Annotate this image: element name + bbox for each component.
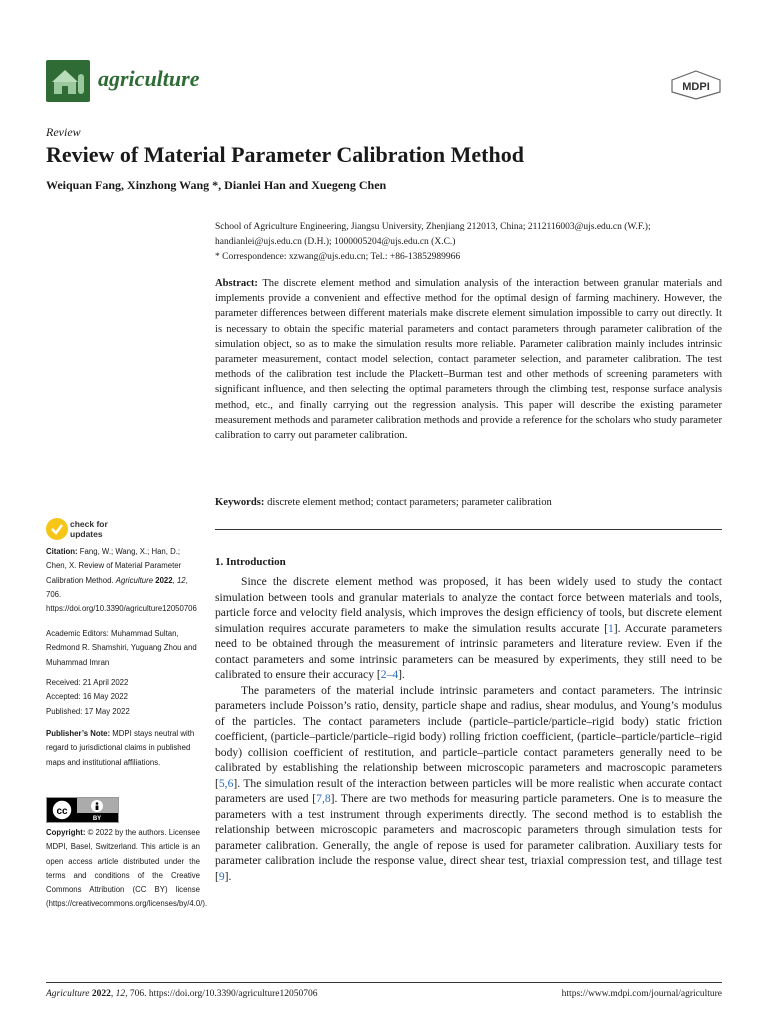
keywords	[215, 495, 722, 510]
journal-header	[46, 60, 722, 104]
copyright-block	[46, 826, 208, 912]
publisher-note	[46, 727, 200, 770]
check-line: check for	[70, 519, 108, 529]
citation-volume: 12	[176, 575, 186, 585]
citation-label: Citation:	[46, 547, 78, 556]
text-run: ]. Accurate parameters need to be obtained through the measurement of intrinsic parameters and literature review. Even if the contact parameters and some intrinsic parameters can be measured by experiments, they still need to be calibrated to ensure their accuracy [	[215, 621, 722, 681]
body-text	[215, 574, 722, 884]
correspondence: * Correspondence: xzwang@ujs.edu.cn; Tel.: +86-13852989966	[215, 252, 461, 262]
abstract-label: Abstract:	[215, 278, 258, 289]
citation-link[interactable]: 9	[218, 869, 225, 883]
cc-by-license-icon[interactable]	[46, 797, 119, 823]
keywords-label: Keywords:	[215, 497, 265, 508]
text-run: ].	[224, 869, 232, 883]
footer-journal: Agriculture	[46, 989, 90, 999]
footer-doi[interactable]: , 706. https://doi.org/10.3390/agriculture12050706	[125, 989, 318, 999]
note-text: MDPI stays neutral with regard to jurisdictional claims in published maps and institutional affiliations.	[46, 729, 195, 767]
affiliation-line: School of Agriculture Engineering, Jiangsu University, Zhenjiang 212013, China; 2112116003@ujs.edu.cn (W.F.);	[215, 222, 651, 232]
citation-link[interactable]: 5,6	[218, 776, 234, 790]
journal-name: agriculture	[98, 66, 200, 91]
section-heading: 1. Introduction	[215, 556, 286, 568]
citation-text: Fang, W.; Wang, X.; Han, D.; Chen, X. Review of Material Parameter Calibration Method.	[46, 547, 182, 585]
note-label: Publisher’s Note:	[46, 729, 111, 738]
academic-editors: Academic Editors: Muhammad Sultan, Redmond R. Shamshiri, Yuguang Zhou and Muhammad Imran	[46, 629, 197, 667]
accepted-date: Accepted: 16 May 2022	[46, 692, 128, 702]
citation-year: 2022	[155, 575, 173, 585]
text-run: ].	[398, 668, 405, 681]
copyright-text: © 2022 by the authors. Licensee MDPI, Basel, Switzerland. This article is an open access article distributed under the terms and conditions of the Creative Commons Attribution (CC BY) license (https://creativecommons.org/licenses/by/4.0/).	[46, 828, 208, 909]
copyright-label: Copyright:	[46, 828, 86, 837]
text-run: Since the discrete element method was proposed, it has been widely used to study the contact simulation between tools and granular materials to analyze the contact force between materials and tools, particle force and velocity field analysis, which improves the design efficiency of tools, but discrete element simulation requires accurate parameters to make the simulation results accurate [	[215, 575, 722, 635]
mdpi-logo	[670, 70, 722, 100]
citation-block: Citation: Fang, W.; Wang, X.; Han, D.; Chen, X. Review of Material Parameter Calibration Method. Agriculture 2022, 12, 706. https://doi.org/10.3390/agriculture12050706	[46, 547, 197, 614]
paragraph	[215, 574, 722, 683]
check-for-updates-label	[70, 519, 108, 539]
received-date: Received: 21 April 2022	[46, 678, 129, 687]
check-line: updates	[70, 529, 103, 539]
checkmark-icon	[46, 518, 68, 540]
abstract-text: The discrete element method and simulation analysis of the interaction between granular materials and implements provide a convenient and effective method for the optimal design of farming machinery. However, the parameter differences between different materials make discrete element simulation impossible to carry out directly. It is necessary to obtain the specific material parameters and contact parameters through parameter calibration of the simulation object, so as to make the simulation results more reliable. Parameter calibration mainly includes intrinsic parameter measurement, contact model selection, contact parameter selection, and parameter calibration. The test methods of the calibration test include the Plackett–Burman test and other methods of screening parameters with significant influence, and then selecting the optimal parameters through the climbing test, response surface analysis method, etc., and finally carrying out the regression analysis. This paper will describe the existing parameter measurement methods and parameter calibration methods and provide a reference for the scholars who study parameter calibration to carry out parameter calibration.	[215, 278, 722, 442]
mdpi-logo-text: MDPI	[682, 81, 710, 93]
author-list: Weiquan Fang, Xinzhong Wang *, Dianlei Han and Xuegeng Chen	[46, 178, 387, 192]
footer-journal-url[interactable]: https://www.mdpi.com/journal/agriculture	[561, 989, 722, 999]
section-divider	[215, 529, 722, 530]
keywords-text: discrete element method; contact parameters; parameter calibration	[267, 497, 552, 508]
text-run: ]. There are two methods for measuring particle parameters. One is to measure the parameters with a test instrument through experiments directly. The second method is to establish the relationship between microscopic parameters and macroscopic parameters through simulation tests for parameter calibration. Generally, the angle of repose is used for parameter calibration. Auxiliary tests for parameter calibration include the response value, direct shear test, triaxial compression test, and tillage test [	[215, 792, 722, 883]
paragraph	[215, 683, 722, 885]
journal-logo-icon	[46, 60, 90, 102]
abstract	[215, 276, 722, 443]
affiliations	[215, 220, 722, 265]
footer-divider	[46, 982, 722, 983]
check-for-updates-button[interactable]	[46, 518, 126, 542]
footer-volume: 12	[115, 989, 126, 999]
article-title: Review of Material Parameter Calibration Method	[46, 142, 524, 167]
text-run: ]. The simulation result of the interaction between particles will be more realistic when accurate contact parameters are used [	[215, 776, 722, 805]
citation-doi[interactable]: , 706. https://doi.org/10.3390/agriculture12050706	[46, 575, 197, 614]
article-type: Review	[46, 125, 81, 139]
citation-link[interactable]: 2–4	[380, 668, 399, 681]
text-run: The parameters of the material include intrinsic parameters and contact parameters. The intrinsic parameters include Poisson’s ratio, density, particle shape and radius, shear modulus, and Young’s modulus of the particles. The contact parameters include (particle–particle/particle–rigid body) static friction coefficient, (particle–particle/particle–rigid body) rolling friction coefficient, (particle–particle/particle–rigid body) collision coefficient of restitution, and particle–particle contact parameters generally need to be calibrated by establishing the relationship between microscopic parameters and macroscopic parameters [	[215, 683, 722, 790]
citation-link[interactable]: 1	[607, 621, 614, 635]
footer-year: 2022	[91, 989, 111, 999]
published-date: Published: 17 May 2022	[46, 706, 130, 716]
publication-dates	[46, 676, 200, 719]
cc-label: cc	[56, 806, 68, 817]
citation-journal: Agriculture	[115, 575, 154, 585]
cc-by-label: BY	[92, 816, 102, 822]
citation-link[interactable]: 7,8	[316, 792, 331, 805]
footer-citation: Agriculture 2022, 12, 706. https://doi.org/10.3390/agriculture12050706	[46, 989, 318, 999]
affiliation-line: handianlei@ujs.edu.cn (D.H.); 1000005204@ujs.edu.cn (X.C.)	[215, 237, 456, 247]
